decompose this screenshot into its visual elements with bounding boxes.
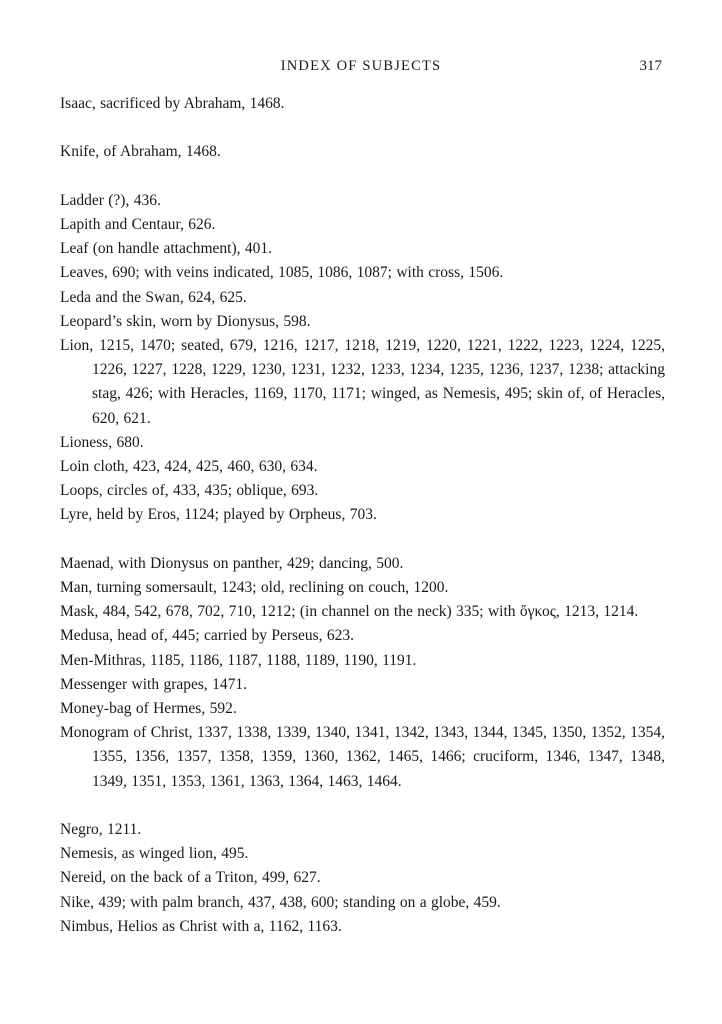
page-number: 317	[639, 58, 662, 74]
index-entry: Lioness, 680.	[60, 433, 144, 451]
index-entry: Medusa, head of, 445; carried by Perseus, 623.	[60, 627, 355, 645]
group-spacer	[60, 528, 665, 552]
index-entry: Leopard’s skin, worn by Dionysus, 598.	[60, 312, 311, 330]
index-group-k	[60, 140, 665, 164]
index-entry: Monogram of Christ, 1337, 1338, 1339, 1340, 1341, 1342, 1343, 1344, 1345, 1350, 1352, 1354, 1355, 1356, 1357, 1358, 1359, 1360, 1362, 1465, 1466; cruciform, 1346, 1347, 1348, 1349, 1351, 1353, 1361, 1363, 1364, 1463, 1464.	[60, 724, 665, 790]
index-entry: Mask, 484, 542, 678, 702, 710, 1212; (in channel on the neck) 335; with ὄγκος, 1213, 1214.	[60, 603, 639, 621]
index-entry: Nereid, on the back of a Triton, 499, 627.	[60, 869, 321, 887]
index-entry: Messenger with grapes, 1471.	[60, 675, 248, 693]
index-group-m	[60, 552, 665, 794]
group-spacer	[60, 116, 665, 140]
index-group-n	[60, 818, 665, 939]
index-entry: Nike, 439; with palm branch, 437, 438, 600; standing on a globe, 459.	[60, 893, 501, 911]
index-entry: Knife, of Abraham, 1468.	[60, 143, 221, 161]
index-entry: Ladder (?), 436.	[60, 191, 161, 209]
index-entry: Loops, circles of, 433, 435; oblique, 693.	[60, 482, 319, 500]
index-entry: Lapith and Centaur, 626.	[60, 215, 216, 233]
index-entry: Leaf (on handle attachment), 401.	[60, 240, 273, 258]
index-entry: Maenad, with Dionysus on panther, 429; dancing, 500.	[60, 554, 404, 572]
index-group-i	[60, 92, 665, 116]
index-group-l	[60, 189, 665, 528]
running-title: INDEX OF SUBJECTS	[280, 58, 442, 74]
index-entry: Lion, 1215, 1470; seated, 679, 1216, 1217, 1218, 1219, 1220, 1221, 1222, 1223, 1224, 1225, 1226, 1227, 1228, 1229, 1230, 1231, 1232, 1233, 1234, 1235, 1236, 1237, 1238; attacking stag, 426; with Heracles, 1169, 1170, 1171; winged, as Nemesis, 495; skin of, of Heracles, 620, 621.	[60, 337, 665, 427]
index-entry: Man, turning somersault, 1243; old, reclining on couch, 1200.	[60, 579, 449, 597]
page-header	[0, 58, 722, 80]
group-spacer	[60, 165, 665, 189]
group-spacer	[60, 794, 665, 818]
index-entry: Loin cloth, 423, 424, 425, 460, 630, 634.	[60, 458, 318, 476]
index-entry: Money-bag of Hermes, 592.	[60, 700, 237, 718]
index-entry: Lyre, held by Eros, 1124; played by Orpheus, 703.	[60, 506, 377, 524]
index-entry: Leaves, 690; with veins indicated, 1085, 1086, 1087; with cross, 1506.	[60, 264, 504, 282]
index-entry: Nimbus, Helios as Christ with a, 1162, 1163.	[60, 917, 342, 935]
index-entry: Nemesis, as winged lion, 495.	[60, 845, 249, 863]
index-entry: Leda and the Swan, 624, 625.	[60, 288, 247, 306]
index-entry: Men-Mithras, 1185, 1186, 1187, 1188, 1189, 1190, 1191.	[60, 651, 417, 669]
index-body	[60, 92, 665, 939]
index-entry: Isaac, sacrificed by Abraham, 1468.	[60, 95, 285, 112]
index-entry: Negro, 1211.	[60, 821, 142, 839]
